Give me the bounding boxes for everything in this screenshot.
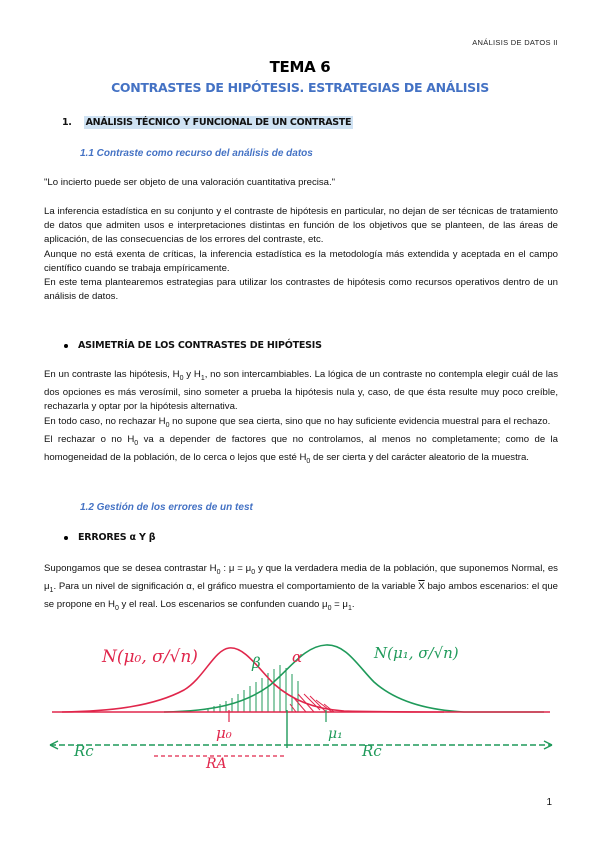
paragraph-5: En todo caso, no rechazar $H_0$ no supone que sea cierta, sino que no hay suficiente evidencia muestral para el rechazo. — [44, 415, 551, 429]
xbar-symbol: $\overline{X}$ — [418, 581, 425, 593]
section-label: ANÁLISIS TÉCNICO Y FUNCIONAL DE UN CONTRASTE — [85, 117, 352, 128]
subsection-heading-1-2: 1.2 Gestión de los errores de un test — [80, 502, 253, 513]
paragraph-1: La inferencia estadística en su conjunto y el contraste de hipótesis en particular, no dejan de ser técnicas de tratamiento de datos que admiten usos e interpretaciones distintas en función de los objetivos que se planteen, de las áreas de aplicación, de las consecuencias de los errores del contraste, etc. — [44, 206, 558, 246]
ra-label: RA — [206, 756, 227, 772]
quote-text: "Lo incierto puede ser objeto de una valoración cuantitativa precisa." — [44, 177, 336, 188]
bullet-label: ERRORES α Y β — [78, 532, 156, 543]
bullet-label: ASIMETRÍA DE LOS CONTRASTES DE HIPÓTESIS — [78, 340, 322, 351]
paragraph-6: El rechazar o no $H_0$ va a depender de factores que no controlamos, al menos no completamente; como de la homogeneidad de la población, de lo cerca o lejos que esté $H_0$ de ser cierta y del carácter aleatorio de la muestra. — [44, 433, 559, 465]
hypothesis-error-figure — [44, 632, 558, 780]
intro-paragraphs — [44, 205, 558, 304]
running-header: ANÁLISIS DE DATOS II — [472, 38, 558, 47]
section-number: 1. — [62, 117, 72, 128]
paragraph-3: En este tema plantearemos estrategias para utilizar los contrastes de hipótesis como recursos operativos dentro de un análisis de datos. — [44, 277, 558, 303]
mu1-label: μ₁ — [328, 726, 343, 742]
h0-distribution-label: N(μ₀, σ/√n) — [102, 647, 198, 667]
paragraph-7: Supongamos que se desea contrastar $H_0$ : $\mu = \mu_0$ y que la verdadera media de la población, que suponemos Normal, es $\mu_1$. Para un nivel de significación α, el gráfico muestra el comportamiento de la variable $\overline{X}$ bajo ambos escenarios: el que se propone en $H_0$ y el real. Los escenarios se confunden cuando $\mu_0 = \mu_1$. — [44, 563, 558, 613]
subsection-heading-1-1: 1.1 Contraste como recurso del análisis de datos — [80, 148, 313, 159]
rc-left-label: Rc — [74, 742, 94, 760]
errores-paragraph — [44, 562, 558, 616]
quote-paragraph — [44, 176, 558, 190]
page-subtitle: CONTRASTES DE HIPÓTESIS. ESTRATEGIAS DE ANÁLISIS — [111, 80, 489, 95]
error-diagram — [44, 632, 558, 780]
h1-distribution-label: N(μ₁, σ/√n) — [374, 644, 459, 662]
paragraph-4: En un contraste las hipótesis, $H_0$ y $H_1$, no son intercambiables. La lógica de un contraste no contempla elegir cuál de las dos opciones es más verosímil, sino someter a prueba la hipótesis nula y, caso, de que ésta resulte muy poco creíble, rechazarla y optar por la hipótesis alternativa. — [44, 369, 559, 413]
mu0-label: μ₀ — [216, 724, 232, 742]
section-heading-1 — [62, 117, 353, 128]
bullet-icon — [64, 344, 68, 348]
h1-curve — [164, 645, 544, 712]
beta-label: β — [252, 654, 261, 672]
alpha-label: α — [292, 648, 303, 666]
rc-right-label: Rc — [362, 742, 382, 760]
asimetria-paragraphs — [44, 368, 558, 469]
bullet-icon — [64, 536, 68, 540]
bullet-heading-errores — [64, 532, 155, 543]
page-number: 1 — [546, 797, 552, 808]
paragraph-2: Aunque no está exenta de críticas, la inferencia estadística es la metodología más extendida y aceptada en el campo científico cuando se trabaja empíricamente. — [44, 248, 558, 274]
page-title: TEMA 6 — [269, 58, 331, 76]
bullet-heading-asimetria — [64, 340, 322, 351]
